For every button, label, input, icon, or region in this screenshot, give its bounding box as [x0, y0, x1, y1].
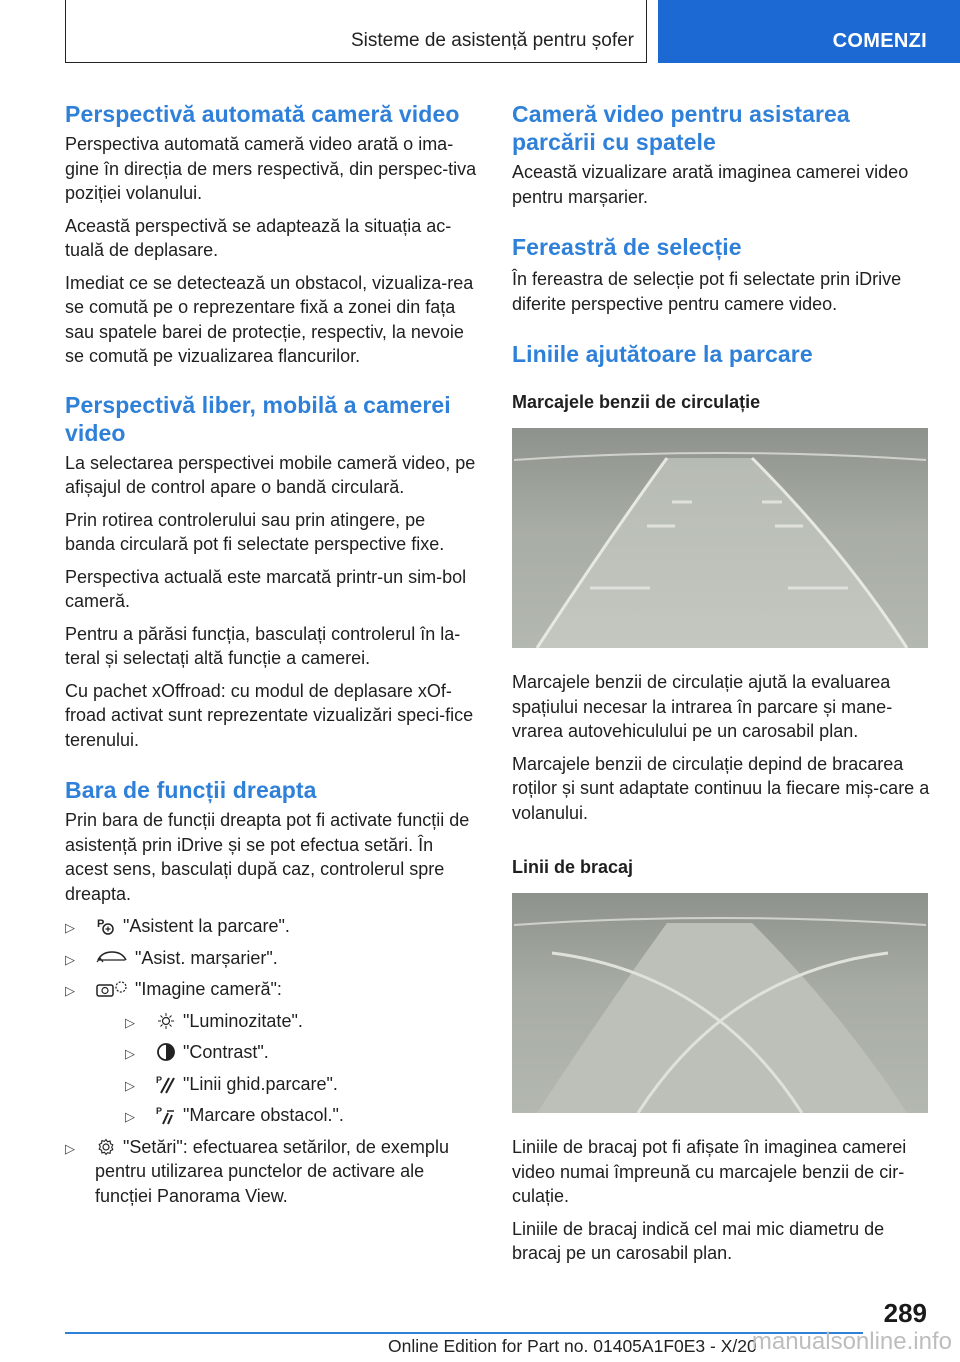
paragraph: Perspectiva actuală este marcată printr-un sim-bol cameră.: [65, 566, 467, 611]
list-item: [65, 1135, 480, 1209]
heading-free-perspective: Perspectivă liber, mobilă a camerei video: [65, 391, 451, 446]
list-item-label: "Linii ghid.parcare".: [183, 1073, 338, 1094]
camera-image-sublist: [125, 1009, 480, 1128]
list-item: [65, 977, 480, 1128]
contrast-icon: [155, 1042, 177, 1062]
list-item-label: "Asistent la parcare".: [123, 916, 290, 936]
section-title: Sisteme de asistență pentru șofer: [350, 30, 634, 51]
paragraph: Imediat ce se detectează un obstacol, vizualiza-rea se comută pe o reprezentare fixă a zonei din fața sau spatele barei de protecție, respectiv, la nevoie se comută pe vizualizarea flancurilor.: [65, 272, 474, 366]
footer-divider: [65, 1332, 863, 1334]
gear-icon: [95, 1137, 117, 1157]
paragraph: În fereastra de selecție pot fi selectate prin iDrive diferite perspective pentru camere video.: [512, 269, 902, 314]
paragraph: Liniile de bracaj indică cel mai mic diametru de bracaj pe un carosabil plan.: [512, 1218, 885, 1263]
paragraph: Perspectiva automată cameră video arată o ima-gine în direcția de mers respectivă, din perspec-tiva poziției volanului.: [65, 134, 477, 203]
list-item-label: "Contrast".: [183, 1042, 269, 1062]
subheading-turning-lines: Linii de bracaj: [512, 857, 634, 877]
lane-markings-image: [512, 428, 928, 648]
list-item: [125, 1009, 480, 1034]
paragraph: Această vizualizare arată imaginea camerei video pentru marșarier.: [512, 162, 909, 207]
list-item: [65, 946, 480, 971]
triangle-bullet-icon: ▷: [125, 1046, 135, 1061]
triangle-bullet-icon: ▷: [65, 920, 75, 935]
function-list: [65, 914, 480, 1208]
triangle-bullet-icon: ▷: [65, 951, 75, 967]
heading-auto-perspective: Perspectivă automată cameră video: [65, 101, 460, 127]
list-item: [125, 1040, 480, 1065]
list-item: [125, 1103, 480, 1128]
turning-lines-image: [512, 893, 928, 1113]
subheading-lane-markings: Marcajele benzii de circulație: [512, 392, 761, 412]
parking-assistant-icon: [95, 916, 117, 936]
paragraph: Liniile de bracaj pot fi afișate în imaginea camerei video numai împreună cu marcajele benzii de cir-culație.: [512, 1137, 907, 1206]
paragraph: Cu pachet xOffroad: cu modul de deplasare xOf-froad activat sunt reprezentate vizualizări speci-fice terenului.: [65, 680, 474, 750]
paragraph: Prin bara de funcții dreapta pot fi activate funcții de asistență prin iDrive și se pot efectua setări. În acest sens, basculați după caz, controlerul spre dreapta.: [65, 810, 470, 904]
edition-text: Online Edition for Part no. 01405A1F0E3 - X/20: [388, 1336, 757, 1356]
obstacle-marking-icon: [155, 1105, 177, 1125]
list-item-label: "Setări": efectuarea setărilor, de exemplu pentru utilizarea punctelor de activare ale funcției Panorama View.: [95, 1136, 449, 1206]
list-item-label: "Imagine cameră":: [135, 979, 282, 999]
paragraph: Această perspectivă se adaptează la situația ac-tuală de deplasare.: [65, 215, 452, 260]
tab-comenzi[interactable]: [658, 0, 960, 63]
triangle-bullet-icon: ▷: [125, 1014, 135, 1030]
svg-text:P: P: [97, 918, 105, 930]
watermark-site: manualsonline.info: [751, 1328, 952, 1355]
heading-parking-lines: Liniile ajutătoare la parcare: [512, 341, 813, 367]
list-item-label: "Luminozitate".: [183, 1010, 303, 1031]
heading-function-bar: Bara de funcții dreapta: [65, 777, 317, 803]
heading-rear-camera: Cameră video pentru asistarea parcării cu spatele: [512, 101, 850, 155]
tab-comenzi-label: COMENZI: [832, 30, 927, 52]
paragraph: Marcajele benzii de circulație ajută la evaluarea spațiului necesar la intrarea în parcare și mane-vrarea autovehiculului pe un carosabil plan.: [512, 672, 893, 741]
triangle-bullet-icon: ▷: [125, 1109, 135, 1124]
page-number: 289: [883, 1298, 927, 1328]
right-column: [512, 100, 930, 1266]
triangle-bullet-icon: ▷: [65, 1140, 75, 1156]
brightness-icon: [155, 1011, 177, 1031]
svg-text:P: P: [156, 1074, 163, 1085]
paragraph: Marcajele benzii de circulație depind de bracarea roților și sunt adaptate continuu la fiecare miș-care a volanului.: [512, 753, 930, 823]
paragraph: La selectarea perspectivei mobile cameră video, pe afișajul de control apare o bandă circulară.: [65, 452, 476, 497]
header-frame: [65, 0, 647, 63]
paragraph: Prin rotirea controlerului sau prin atingere, pe banda circulară pot fi selectate perspective fixe.: [65, 509, 445, 554]
list-item: [125, 1072, 480, 1097]
paragraph: Pentru a părăsi funcția, basculați controlerul în la-teral și selectați altă funcție a camerei.: [65, 623, 461, 668]
list-item: [65, 914, 480, 939]
triangle-bullet-icon: ▷: [65, 983, 75, 998]
list-item-label: "Asist. marșarier".: [135, 947, 278, 968]
heading-selection-window: Fereastră de selecție: [512, 234, 742, 260]
left-column: [65, 100, 480, 1215]
svg-text:P: P: [156, 1106, 163, 1116]
parking-lines-icon: [155, 1074, 177, 1094]
triangle-bullet-icon: ▷: [125, 1077, 135, 1093]
reversing-assistant-icon: [95, 948, 129, 968]
camera-image-icon: [95, 979, 129, 999]
list-item-label: "Marcare obstacol.".: [183, 1105, 344, 1125]
